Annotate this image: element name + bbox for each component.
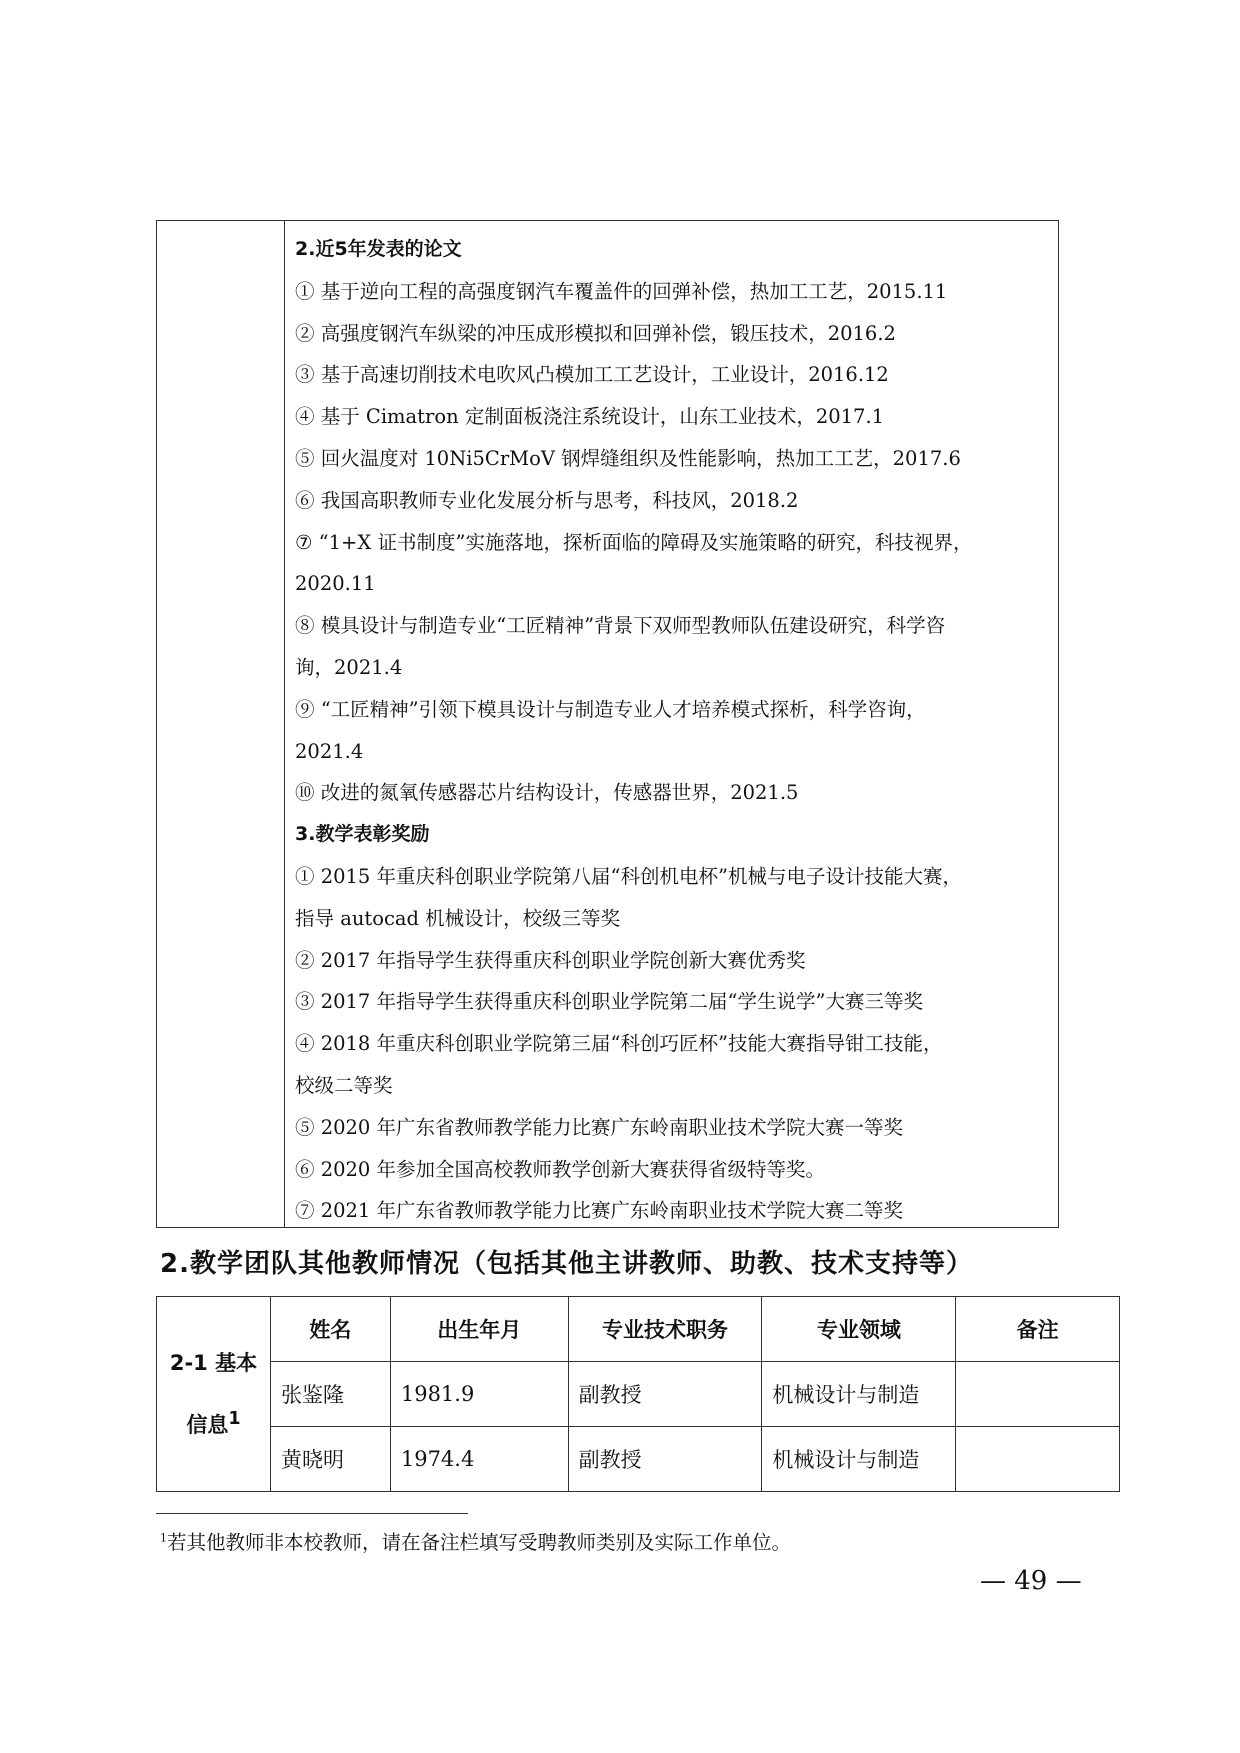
footnote-ref: 1 (228, 1409, 241, 1429)
paper-line: ⑧ 模具设计与制造专业“工匠精神”背景下双师型教师队伍建设研究，科学咨 (295, 614, 946, 638)
footnote-mark: 1 (160, 1531, 167, 1545)
award-line: ⑥ 2020 年参加全国高校教师教学创新大赛获得省级特等奖。 (295, 1157, 826, 1181)
paper-line: ④ 基于 Cimatron 定制面板浇注系统设计，山东工业技术，2017.1 (295, 405, 885, 429)
cell-field: 机械设计与制造 (762, 1427, 956, 1492)
header-notes: 备注 (956, 1297, 1120, 1362)
footnote (160, 1527, 791, 1555)
cell-name: 张鉴隆 (270, 1362, 390, 1427)
award-line: ⑤ 2020 年广东省教师教学能力比赛广东岭南职业技术学院大赛一等奖 (295, 1115, 904, 1139)
award-line: ① 2015 年重庆科创职业学院第八届“科创机电杯”机械与电子设计技能大赛， (295, 864, 962, 888)
cell-birth: 1974.4 (390, 1427, 568, 1492)
cell-notes (956, 1427, 1120, 1492)
team-heading: 2.教学团队其他教师情况（包括其他主讲教师、助教、技术支持等） (160, 1249, 973, 1279)
side-label-line1: 2-1 基本 (169, 1351, 258, 1375)
cell-birth: 1981.9 (390, 1362, 568, 1427)
award-line: ⑦ 2021 年广东省教师教学能力比赛广东岭南职业技术学院大赛二等奖 (295, 1199, 904, 1223)
paper-line: ③ 基于高速切削技术电吹风凸模加工工艺设计，工业设计，2016.12 (295, 363, 889, 387)
column-divider (284, 221, 285, 1227)
paper-line: 询，2021.4 (295, 655, 403, 679)
page-number: — 49 — (980, 1566, 1082, 1596)
basic-info-label (157, 1297, 271, 1492)
table-header-row (157, 1297, 1120, 1362)
awards-heading: 3.教学表彰奖励 (295, 823, 430, 846)
header-name: 姓名 (270, 1297, 390, 1362)
paper-line: ⑨ “工匠精神”引领下模具设计与制造专业人才培养模式探析，科学咨询， (295, 697, 926, 721)
papers-heading: 2.近5年发表的论文 (295, 238, 462, 260)
team-table (156, 1296, 1120, 1492)
table-row (157, 1362, 1120, 1427)
table-row (157, 1427, 1120, 1492)
paper-line: ⑤ 回火温度对 10Ni5CrMoV 钢焊缝组织及性能影响，热加工工艺，2017.6 (295, 446, 961, 470)
header-title: 专业技术职务 (568, 1297, 762, 1362)
footnote-separator (156, 1513, 468, 1514)
side-label-line2: 信息 (186, 1413, 229, 1437)
award-line: ② 2017 年指导学生获得重庆科创职业学院创新大赛优秀奖 (295, 948, 806, 972)
award-line: 校级二等奖 (295, 1073, 393, 1097)
paper-line: 2020.11 (295, 572, 376, 596)
header-field: 专业领域 (762, 1297, 956, 1362)
cell-title: 副教授 (568, 1427, 762, 1492)
cell-field: 机械设计与制造 (762, 1362, 956, 1427)
paper-line: ⑩ 改进的氮氧传感器芯片结构设计，传感器世界，2021.5 (295, 781, 799, 805)
cell-title: 副教授 (568, 1362, 762, 1427)
award-line: ③ 2017 年指导学生获得重庆科创职业学院第二届“学生说学”大赛三等奖 (295, 990, 923, 1014)
paper-line: ① 基于逆向工程的高强度钢汽车覆盖件的回弹补偿，热加工工艺，2015.11 (295, 279, 948, 303)
header-birth: 出生年月 (390, 1297, 568, 1362)
cell-name: 黄晓明 (270, 1427, 390, 1492)
paper-line: ⑦ “1+X 证书制度”实施落地，探析面临的障碍及实施策略的研究，科技视界， (295, 530, 973, 554)
achievements-table (156, 220, 1059, 1228)
paper-line: 2021.4 (295, 739, 364, 763)
cell-notes (956, 1362, 1120, 1427)
achievements-content (295, 229, 1050, 1232)
paper-line: ⑥ 我国高职教师专业化发展分析与思考，科技风，2018.2 (295, 488, 799, 512)
award-line: ④ 2018 年重庆科创职业学院第三届“科创巧匠杯”技能大赛指导钳工技能， (295, 1032, 943, 1056)
paper-line: ② 高强度钢汽车纵梁的冲压成形模拟和回弹补偿，锻压技术，2016.2 (295, 321, 896, 345)
award-line: 指导 autocad 机械设计，校级三等奖 (295, 906, 621, 930)
footnote-text: 若其他教师非本校教师，请在备注栏填写受聘教师类别及实际工作单位。 (167, 1531, 792, 1554)
